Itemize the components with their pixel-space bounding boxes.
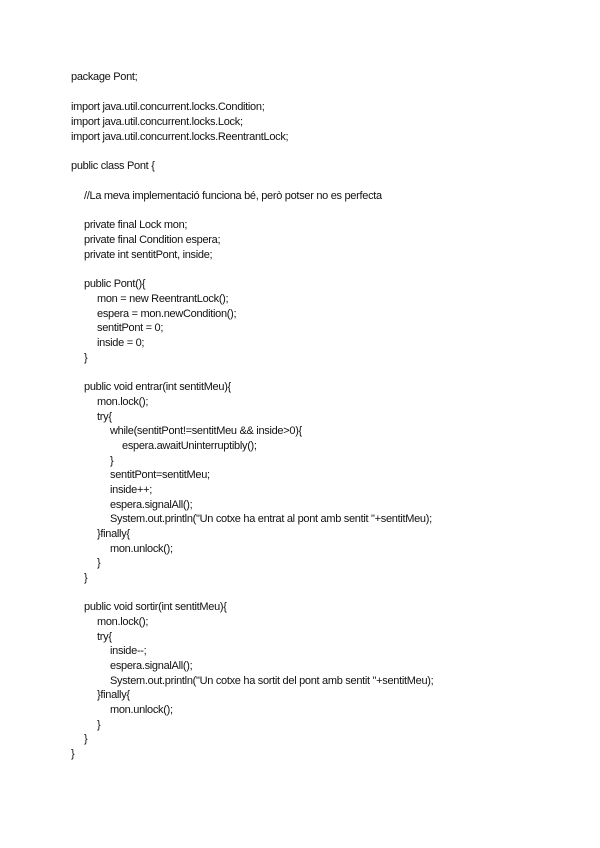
code-line: espera.awaitUninterruptibly(); [122, 440, 257, 452]
code-line: }finally{ [97, 528, 130, 540]
import-statement: import java.util.concurrent.locks.ReentrantLock; [71, 131, 289, 143]
code-comment: //La meva implementació funciona bé, però potser no es perfecta [84, 190, 382, 202]
closing-brace: } [84, 572, 88, 584]
closing-brace: } [110, 455, 114, 467]
code-line: sentitPont = 0; [97, 322, 164, 334]
import-statement: import java.util.concurrent.locks.Condition; [71, 101, 265, 113]
code-line: sentitPont=sentitMeu; [110, 469, 210, 481]
code-line: espera.signalAll(); [110, 499, 193, 511]
code-line: }finally{ [97, 689, 130, 701]
import-statement: import java.util.concurrent.locks.Lock; [71, 116, 243, 128]
code-line: espera.signalAll(); [110, 660, 193, 672]
code-line: inside--; [110, 645, 147, 657]
code-line: mon.lock(); [97, 616, 149, 628]
closing-brace: } [97, 557, 101, 569]
field-declaration: private final Condition espera; [84, 234, 221, 246]
code-line: inside = 0; [97, 337, 145, 349]
method-declaration: public void entrar(int sentitMeu){ [84, 381, 231, 393]
code-line: while(sentitPont!=sentitMeu && inside>0){ [110, 425, 302, 437]
code-line: espera = mon.newCondition(); [97, 308, 237, 320]
constructor-declaration: public Pont(){ [84, 278, 146, 290]
code-line: mon.lock(); [97, 396, 149, 408]
code-line: mon = new ReentrantLock(); [97, 293, 229, 305]
method-declaration: public void sortir(int sentitMeu){ [84, 601, 227, 613]
code-line: mon.unlock(); [110, 704, 173, 716]
closing-brace: } [84, 352, 88, 364]
code-line: System.out.println("Un cotxe ha sortit del pont amb sentit "+sentitMeu); [110, 675, 434, 687]
code-line: mon.unlock(); [110, 543, 173, 555]
closing-brace: } [71, 748, 75, 760]
package-declaration: package Pont; [71, 71, 138, 83]
code-line: try{ [97, 411, 112, 423]
code-line: inside++; [110, 484, 152, 496]
code-line: try{ [97, 631, 112, 643]
closing-brace: } [84, 733, 88, 745]
code-line: System.out.println("Un cotxe ha entrat al pont amb sentit "+sentitMeu); [110, 513, 432, 525]
closing-brace: } [97, 719, 101, 731]
field-declaration: private int sentitPont, inside; [84, 249, 213, 261]
class-declaration: public class Pont { [71, 160, 155, 172]
field-declaration: private final Lock mon; [84, 219, 188, 231]
